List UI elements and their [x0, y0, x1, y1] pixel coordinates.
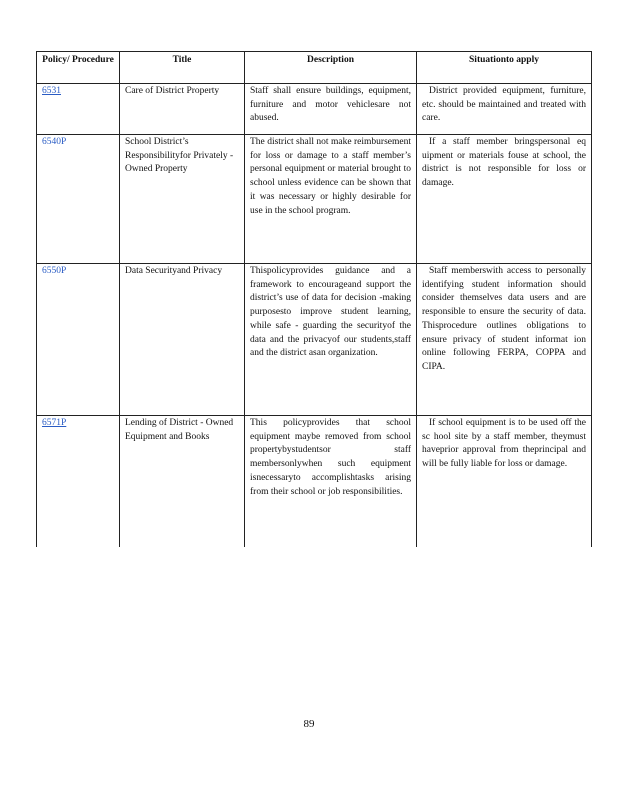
title-cell: Care of District Property	[120, 84, 245, 135]
situation-cell	[417, 416, 592, 547]
page-number: 89	[303, 718, 315, 730]
title-cell: Data Securityand Privacy	[120, 264, 245, 416]
policy-cell	[37, 416, 120, 547]
policy-table	[36, 51, 592, 547]
policy-cell	[37, 264, 120, 416]
policy-cell	[37, 135, 120, 264]
description-cell: This policyprovides that school equipment maybe removed from school propertybystudentsor staff membersonlywhen such equipment isnecessaryto accomplishtasks arising from their school or job responsibilities.	[245, 416, 417, 547]
table-row	[37, 135, 592, 264]
situation-text: If a staff member bringspersonal eq uipment or materials fouse at school, the district is not responsible for loss or damage.	[422, 137, 586, 189]
header-situation: Situationto apply	[417, 52, 592, 84]
description-cell: The district shall not make reimbursement for loss or damage to a staff member’s personal equipment or material brought to school unless evidence can be shown that it was necessary or highly desirable for use in the school program.	[245, 135, 417, 264]
situation-text: District provided equipment, furniture, etc. should be maintained and treated with care.	[422, 86, 586, 124]
table-header-row	[37, 52, 592, 84]
policy-link[interactable]: 6531	[42, 86, 61, 96]
title-cell: School District’s Responsibilityfor Privately - Owned Property	[120, 135, 245, 264]
situation-cell	[417, 84, 592, 135]
policy-link[interactable]: 6550P	[42, 266, 67, 276]
table-row	[37, 416, 592, 547]
situation-text: Staff memberswith access to personally identifying student information should consider themselves data users and are responsible to ensure the security of data. Thisprocedure outlines obligations to ensure privacy of student informat ion online following FERPA, COPPA and CIPA.	[422, 266, 586, 372]
policy-cell	[37, 84, 120, 135]
table-row	[37, 84, 592, 135]
header-title: Title	[120, 52, 245, 84]
situation-cell	[417, 264, 592, 416]
policy-link[interactable]: 6540P	[42, 137, 67, 147]
title-cell: Lending of District - Owned Equipment and Books	[120, 416, 245, 547]
description-cell: Thispolicyprovides guidance and a framework to encourageand support the district’s use of data for decision -making purposesto improve student learning, while safe - guarding the securityof the data and the privacyof our students,staff and the district asan organization.	[245, 264, 417, 416]
table-row	[37, 264, 592, 416]
policy-link[interactable]: 6571P	[42, 418, 67, 428]
description-cell: Staff shall ensure buildings, equipment, furniture and motor vehiclesare not abused.	[245, 84, 417, 135]
header-description: Description	[245, 52, 417, 84]
header-policy: Policy/ Procedure	[37, 52, 120, 84]
situation-cell	[417, 135, 592, 264]
situation-text: If school equipment is to be used off the sc hool site by a staff member, theymust haveprior approval from theprincipal and will be fully liable for loss or damage.	[422, 418, 586, 470]
